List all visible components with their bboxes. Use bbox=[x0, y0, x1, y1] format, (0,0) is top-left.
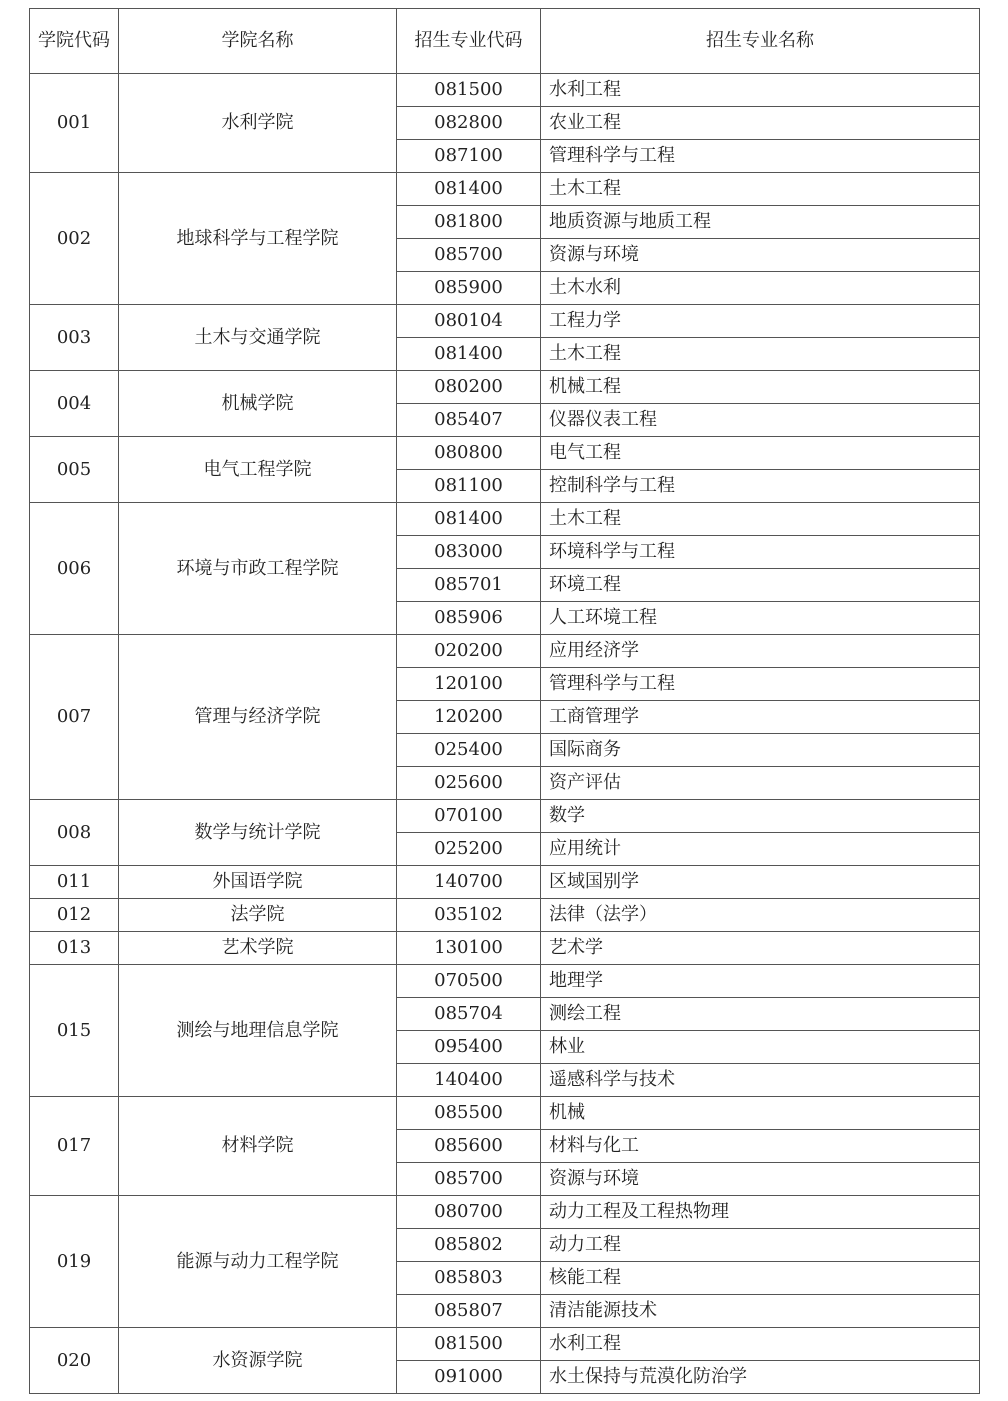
major-code-cell: 081400 bbox=[397, 338, 541, 371]
college-code-cell: 015 bbox=[30, 965, 119, 1097]
major-name-cell: 土木工程 bbox=[541, 173, 980, 206]
major-code-cell: 025400 bbox=[397, 734, 541, 767]
table-row bbox=[30, 371, 980, 404]
table-row bbox=[30, 305, 980, 338]
major-name-cell: 应用统计 bbox=[541, 833, 980, 866]
college-name-cell: 测绘与地理信息学院 bbox=[119, 965, 397, 1097]
major-code-cell: 070100 bbox=[397, 800, 541, 833]
college-code-cell: 005 bbox=[30, 437, 119, 503]
major-code-cell: 095400 bbox=[397, 1031, 541, 1064]
college-name-cell: 地球科学与工程学院 bbox=[119, 173, 397, 305]
major-name-cell: 艺术学 bbox=[541, 932, 980, 965]
header-college-name: 学院名称 bbox=[119, 9, 397, 74]
major-name-cell: 土木水利 bbox=[541, 272, 980, 305]
major-name-cell: 区域国别学 bbox=[541, 866, 980, 899]
major-code-cell: 120200 bbox=[397, 701, 541, 734]
major-code-cell: 080800 bbox=[397, 437, 541, 470]
college-name-cell: 电气工程学院 bbox=[119, 437, 397, 503]
college-name-cell: 材料学院 bbox=[119, 1097, 397, 1196]
major-name-cell: 环境科学与工程 bbox=[541, 536, 980, 569]
table-body bbox=[30, 9, 980, 1394]
major-name-cell: 水土保持与荒漠化防治学 bbox=[541, 1361, 980, 1394]
college-code-cell: 012 bbox=[30, 899, 119, 932]
major-code-cell: 140400 bbox=[397, 1064, 541, 1097]
college-code-cell: 004 bbox=[30, 371, 119, 437]
major-name-cell: 水利工程 bbox=[541, 1328, 980, 1361]
table-row bbox=[30, 866, 980, 899]
major-code-cell: 085500 bbox=[397, 1097, 541, 1130]
header-major-code: 招生专业代码 bbox=[397, 9, 541, 74]
header-major-name: 招生专业名称 bbox=[541, 9, 980, 74]
table-row bbox=[30, 635, 980, 668]
major-code-cell: 085701 bbox=[397, 569, 541, 602]
major-name-cell: 农业工程 bbox=[541, 107, 980, 140]
major-code-cell: 081800 bbox=[397, 206, 541, 239]
major-name-cell: 遥感科学与技术 bbox=[541, 1064, 980, 1097]
college-name-cell: 法学院 bbox=[119, 899, 397, 932]
major-name-cell: 环境工程 bbox=[541, 569, 980, 602]
college-code-cell: 007 bbox=[30, 635, 119, 800]
college-name-cell: 土木与交通学院 bbox=[119, 305, 397, 371]
college-code-cell: 019 bbox=[30, 1196, 119, 1328]
admissions-table bbox=[29, 8, 980, 1394]
college-name-cell: 水利学院 bbox=[119, 74, 397, 173]
major-name-cell: 机械工程 bbox=[541, 371, 980, 404]
major-name-cell: 国际商务 bbox=[541, 734, 980, 767]
major-name-cell: 仪器仪表工程 bbox=[541, 404, 980, 437]
major-name-cell: 控制科学与工程 bbox=[541, 470, 980, 503]
major-name-cell: 水利工程 bbox=[541, 74, 980, 107]
college-name-cell: 能源与动力工程学院 bbox=[119, 1196, 397, 1328]
major-code-cell: 085700 bbox=[397, 1163, 541, 1196]
major-name-cell: 应用经济学 bbox=[541, 635, 980, 668]
major-code-cell: 081500 bbox=[397, 1328, 541, 1361]
major-name-cell: 土木工程 bbox=[541, 338, 980, 371]
major-code-cell: 080700 bbox=[397, 1196, 541, 1229]
major-code-cell: 085802 bbox=[397, 1229, 541, 1262]
major-name-cell: 管理科学与工程 bbox=[541, 140, 980, 173]
college-code-cell: 003 bbox=[30, 305, 119, 371]
table-row bbox=[30, 965, 980, 998]
major-name-cell: 动力工程 bbox=[541, 1229, 980, 1262]
major-code-cell: 140700 bbox=[397, 866, 541, 899]
major-code-cell: 087100 bbox=[397, 140, 541, 173]
major-code-cell: 085600 bbox=[397, 1130, 541, 1163]
college-name-cell: 机械学院 bbox=[119, 371, 397, 437]
major-name-cell: 核能工程 bbox=[541, 1262, 980, 1295]
major-code-cell: 035102 bbox=[397, 899, 541, 932]
major-code-cell: 130100 bbox=[397, 932, 541, 965]
college-code-cell: 020 bbox=[30, 1328, 119, 1394]
major-code-cell: 081500 bbox=[397, 74, 541, 107]
major-name-cell: 电气工程 bbox=[541, 437, 980, 470]
college-code-cell: 017 bbox=[30, 1097, 119, 1196]
major-code-cell: 085803 bbox=[397, 1262, 541, 1295]
table-row bbox=[30, 1328, 980, 1361]
college-name-cell: 水资源学院 bbox=[119, 1328, 397, 1394]
major-code-cell: 085807 bbox=[397, 1295, 541, 1328]
table-row bbox=[30, 173, 980, 206]
major-name-cell: 资源与环境 bbox=[541, 239, 980, 272]
table-row bbox=[30, 1097, 980, 1130]
major-name-cell: 工商管理学 bbox=[541, 701, 980, 734]
major-code-cell: 085700 bbox=[397, 239, 541, 272]
table-header-row bbox=[30, 9, 980, 74]
college-name-cell: 艺术学院 bbox=[119, 932, 397, 965]
major-name-cell: 管理科学与工程 bbox=[541, 668, 980, 701]
college-name-cell: 环境与市政工程学院 bbox=[119, 503, 397, 635]
header-college-code: 学院代码 bbox=[30, 9, 119, 74]
major-name-cell: 资产评估 bbox=[541, 767, 980, 800]
major-code-cell: 025200 bbox=[397, 833, 541, 866]
major-name-cell: 林业 bbox=[541, 1031, 980, 1064]
college-code-cell: 013 bbox=[30, 932, 119, 965]
major-code-cell: 070500 bbox=[397, 965, 541, 998]
major-name-cell: 机械 bbox=[541, 1097, 980, 1130]
major-name-cell: 地质资源与地质工程 bbox=[541, 206, 980, 239]
major-name-cell: 资源与环境 bbox=[541, 1163, 980, 1196]
major-code-cell: 085900 bbox=[397, 272, 541, 305]
major-code-cell: 083000 bbox=[397, 536, 541, 569]
major-name-cell: 测绘工程 bbox=[541, 998, 980, 1031]
table-row bbox=[30, 899, 980, 932]
major-code-cell: 120100 bbox=[397, 668, 541, 701]
college-code-cell: 008 bbox=[30, 800, 119, 866]
major-code-cell: 091000 bbox=[397, 1361, 541, 1394]
major-name-cell: 动力工程及工程热物理 bbox=[541, 1196, 980, 1229]
major-code-cell: 085407 bbox=[397, 404, 541, 437]
table-row bbox=[30, 503, 980, 536]
college-code-cell: 006 bbox=[30, 503, 119, 635]
major-name-cell: 数学 bbox=[541, 800, 980, 833]
table-row bbox=[30, 74, 980, 107]
college-name-cell: 数学与统计学院 bbox=[119, 800, 397, 866]
table-row bbox=[30, 437, 980, 470]
table-row bbox=[30, 800, 980, 833]
major-name-cell: 材料与化工 bbox=[541, 1130, 980, 1163]
major-code-cell: 081100 bbox=[397, 470, 541, 503]
major-name-cell: 工程力学 bbox=[541, 305, 980, 338]
major-name-cell: 土木工程 bbox=[541, 503, 980, 536]
major-name-cell: 人工环境工程 bbox=[541, 602, 980, 635]
college-name-cell: 管理与经济学院 bbox=[119, 635, 397, 800]
major-code-cell: 025600 bbox=[397, 767, 541, 800]
major-code-cell: 081400 bbox=[397, 173, 541, 206]
college-name-cell: 外国语学院 bbox=[119, 866, 397, 899]
major-code-cell: 080104 bbox=[397, 305, 541, 338]
major-code-cell: 020200 bbox=[397, 635, 541, 668]
major-code-cell: 082800 bbox=[397, 107, 541, 140]
major-name-cell: 法律（法学） bbox=[541, 899, 980, 932]
major-code-cell: 080200 bbox=[397, 371, 541, 404]
major-code-cell: 085906 bbox=[397, 602, 541, 635]
major-code-cell: 085704 bbox=[397, 998, 541, 1031]
college-code-cell: 002 bbox=[30, 173, 119, 305]
college-code-cell: 001 bbox=[30, 74, 119, 173]
table-row bbox=[30, 932, 980, 965]
major-name-cell: 地理学 bbox=[541, 965, 980, 998]
major-name-cell: 清洁能源技术 bbox=[541, 1295, 980, 1328]
major-code-cell: 081400 bbox=[397, 503, 541, 536]
table-row bbox=[30, 1196, 980, 1229]
college-code-cell: 011 bbox=[30, 866, 119, 899]
